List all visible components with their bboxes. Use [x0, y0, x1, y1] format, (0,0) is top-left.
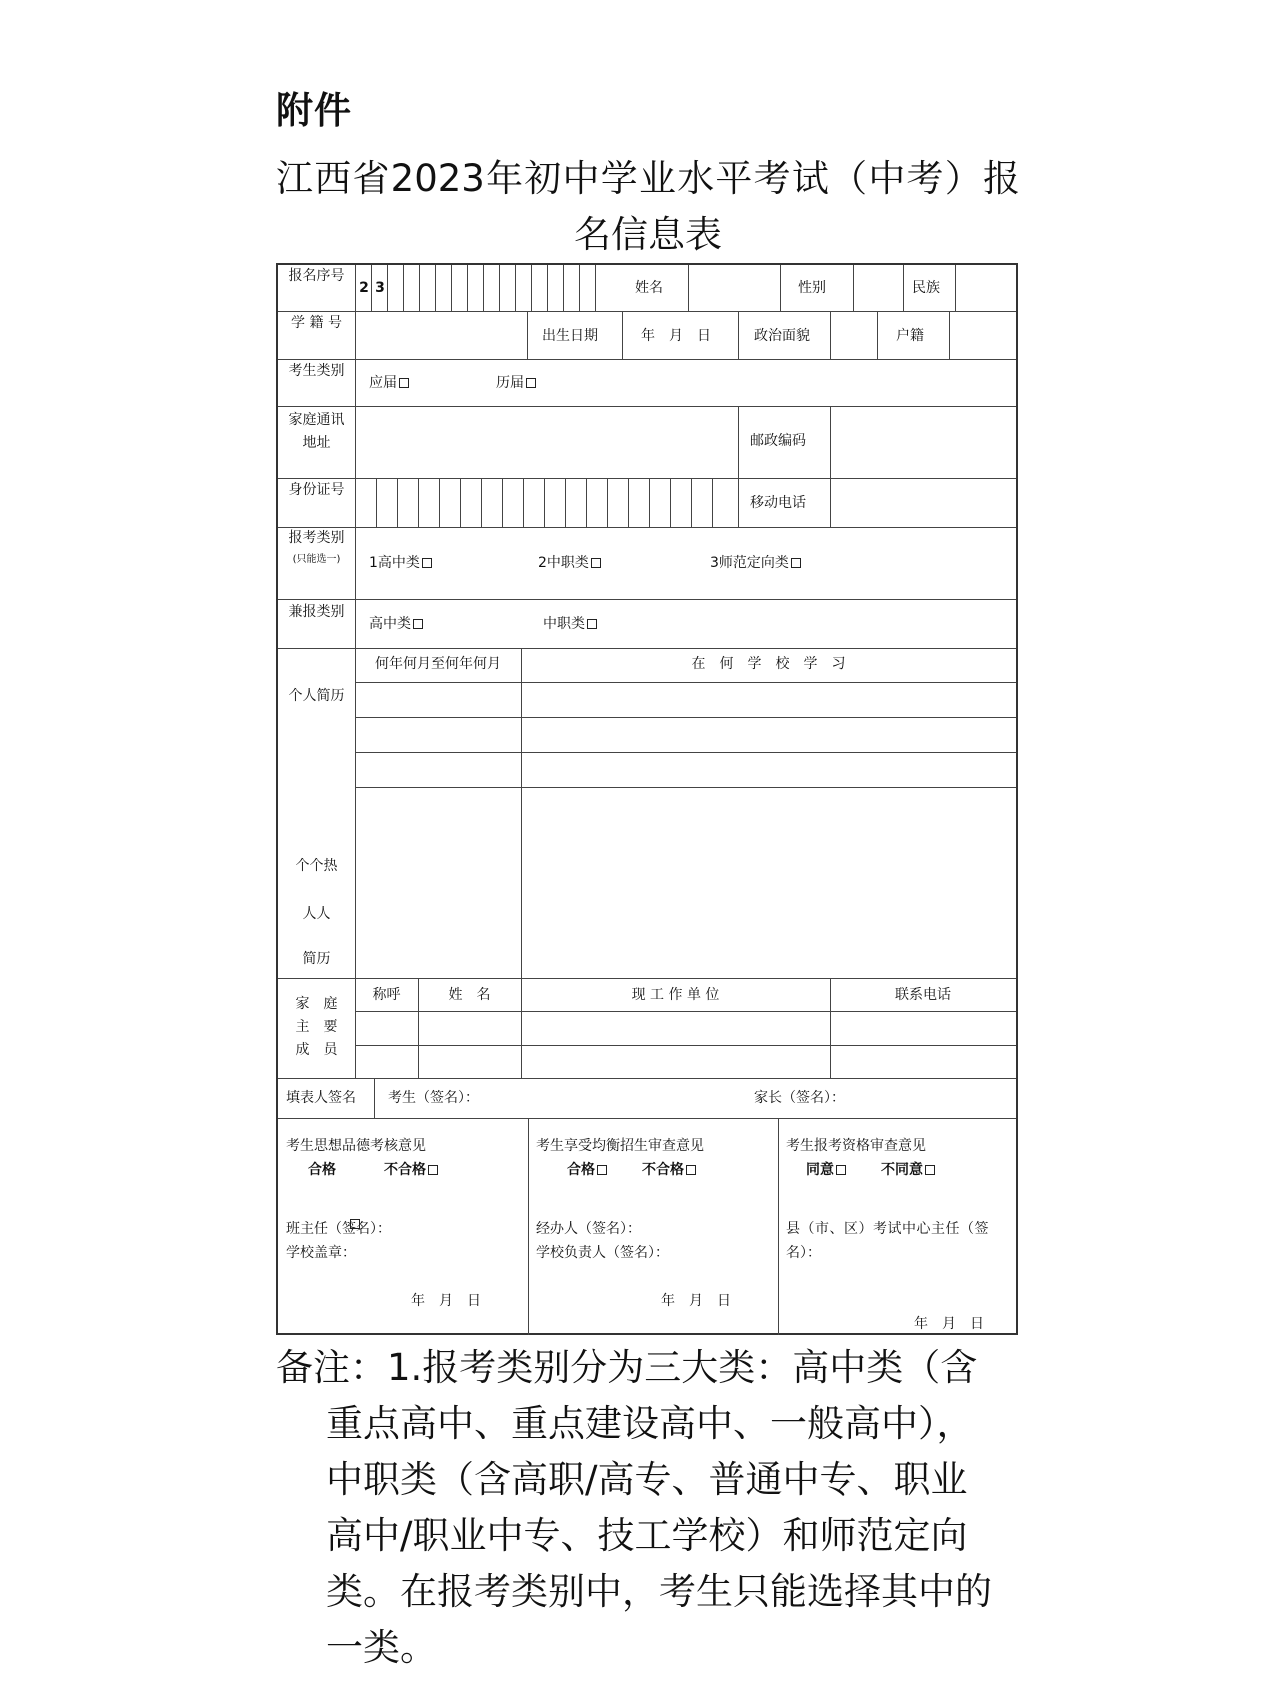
col-line — [595, 265, 596, 311]
address-label: 家庭通讯地址 — [288, 412, 345, 451]
row-line — [278, 311, 1016, 312]
form-title-line2: 名信息表 — [574, 213, 722, 256]
resume-col-period: 何年何月至何年何月 — [375, 656, 501, 672]
sign-col-line — [374, 1078, 375, 1118]
remarks-line: 备注：1.报考类别分为三大类：高中类（含 — [276, 1346, 978, 1389]
id-digit-cell — [565, 478, 566, 527]
option-past-grad[interactable] — [496, 375, 536, 391]
review-sign1: 县（市、区）考试中心主任（签 — [786, 1221, 989, 1237]
id-digit-cell — [586, 478, 587, 527]
id-label: 身份证号 — [288, 482, 345, 498]
family-label — [278, 993, 355, 1062]
student-signature: 考生（签名）： — [388, 1090, 479, 1106]
digit-cell — [483, 265, 484, 311]
review-opt-disagree[interactable] — [881, 1162, 935, 1178]
col-line — [738, 406, 739, 478]
option-concurrent-vocational[interactable] — [543, 616, 597, 632]
review-opt-pass[interactable] — [567, 1162, 607, 1178]
checkbox[interactable] — [350, 1219, 360, 1229]
option-label: 历届 — [496, 375, 524, 391]
option-concurrent-high[interactable] — [369, 616, 423, 632]
option-current-grad[interactable] — [369, 375, 409, 391]
review-col-line — [528, 1118, 529, 1335]
col-line — [738, 478, 739, 527]
checkbox[interactable] — [428, 1165, 438, 1175]
review-title: 考生报考资格审查意见 — [786, 1138, 926, 1154]
birth-date-placeholder: 年 月 日 — [641, 328, 711, 344]
id-digit-cell — [481, 478, 482, 527]
exam-type-label-block — [278, 527, 355, 571]
resume-col-line — [521, 648, 522, 978]
review-opt-fail[interactable] — [384, 1162, 438, 1178]
checkbox[interactable] — [836, 1165, 846, 1175]
digit-cell — [451, 265, 452, 311]
digit-cell — [419, 265, 420, 311]
row-line — [278, 359, 1016, 360]
reg-seq-label: 报名序号 — [288, 268, 345, 284]
row-line — [278, 406, 1016, 407]
remarks — [276, 1340, 1026, 1676]
row-line — [278, 978, 1016, 979]
digit-cell — [499, 265, 500, 311]
resume-line — [355, 752, 1016, 753]
review-col-line — [778, 1118, 779, 1335]
col-line — [780, 265, 781, 311]
id-digit-cell — [523, 478, 524, 527]
col-line — [830, 478, 831, 527]
review-opt-fail[interactable] — [642, 1162, 696, 1178]
id-digit-cell — [607, 478, 608, 527]
name-label: 姓名 — [635, 280, 663, 296]
option-label: 应届 — [369, 375, 397, 391]
reg-seq-digit: 2 — [359, 280, 369, 296]
family-col-title: 称呼 — [372, 987, 401, 1003]
family-line — [355, 1045, 1016, 1046]
row-line — [278, 478, 1016, 479]
remarks-line: 类。在报考类别中，考生只能选择其中的 — [326, 1570, 992, 1613]
signature-label: 填表人签名 — [286, 1090, 356, 1106]
family-col-phone: 联系电话 — [895, 987, 951, 1003]
review-date: 年 月 日 — [411, 1293, 481, 1309]
remarks-line: 一类。 — [326, 1626, 437, 1669]
review-date: 年 月 日 — [661, 1293, 731, 1309]
review-sign2: 学校负责人（签名）： — [536, 1245, 669, 1261]
id-digit-cell — [502, 478, 503, 527]
family-line — [355, 1011, 1016, 1012]
checkbox[interactable] — [587, 619, 597, 629]
row-line — [278, 1118, 1016, 1119]
checkbox[interactable] — [791, 558, 801, 568]
review-sign1: 班主任（签名）： — [286, 1221, 391, 1237]
form-title-line1: 江西省2023年初中学业水平考试（中考）报 — [276, 157, 1020, 200]
digit-cell — [563, 265, 564, 311]
id-digit-cell — [691, 478, 692, 527]
option-label: 不合格 — [642, 1162, 684, 1178]
student-no-label: 学 籍 号 — [291, 315, 342, 331]
review-opt-agree[interactable] — [806, 1162, 846, 1178]
option-vocational[interactable] — [538, 555, 601, 571]
option-label: 合格 — [567, 1162, 595, 1178]
checkbox[interactable] — [422, 558, 432, 568]
checkbox[interactable] — [686, 1165, 696, 1175]
checkbox[interactable] — [526, 378, 536, 388]
household-label: 户籍 — [896, 328, 924, 344]
col-line — [955, 265, 956, 311]
col-line — [853, 265, 854, 311]
resume-line — [355, 787, 1016, 788]
option-label: 2中职类 — [538, 555, 589, 571]
checkbox[interactable] — [925, 1165, 935, 1175]
review-sign1: 经办人（签名）： — [536, 1221, 641, 1237]
id-digit-cell — [544, 478, 545, 527]
id-digit-cell — [376, 478, 377, 527]
id-digit-cell — [418, 478, 419, 527]
digit-cell — [371, 265, 372, 311]
review-opt-pass[interactable] — [308, 1162, 336, 1178]
review-title: 考生享受均衡招生审查意见 — [536, 1138, 704, 1154]
resume-label2-line2: 人人 — [302, 906, 331, 922]
concurrent-label: 兼报类别 — [288, 604, 345, 620]
id-digit-cell — [397, 478, 398, 527]
checkbox[interactable] — [399, 378, 409, 388]
digit-cell — [579, 265, 580, 311]
remarks-line: 重点高中、重点建设高中、一般高中）， — [326, 1402, 974, 1445]
option-label: 3师范定向类 — [710, 555, 789, 571]
resume-label2-line3: 简历 — [302, 951, 331, 967]
col-line — [903, 265, 904, 311]
id-digit-cell — [712, 478, 713, 527]
reg-seq-digit: 3 — [375, 280, 385, 296]
row-line — [278, 1078, 1016, 1079]
attachment-label: 附件 — [276, 89, 352, 132]
gender-label: 性别 — [798, 280, 826, 296]
option-high-school[interactable] — [369, 555, 432, 571]
digit-cell — [547, 265, 548, 311]
digit-cell — [531, 265, 532, 311]
col-line — [688, 265, 689, 311]
review-title: 考生思想品德考核意见 — [286, 1138, 426, 1154]
id-digit-cell — [649, 478, 650, 527]
col-line — [738, 311, 739, 359]
exam-type-note: (只能选一) — [292, 554, 341, 565]
family-label-line: 主 要 — [295, 1019, 338, 1035]
resume-line — [355, 717, 1016, 718]
row-line — [278, 648, 1016, 649]
checkbox[interactable] — [413, 619, 423, 629]
option-label: 中职类 — [543, 616, 585, 632]
review-sign2: 名）： — [786, 1245, 821, 1261]
col-line — [527, 311, 528, 359]
ethnicity-label: 民族 — [912, 280, 940, 296]
family-label-line: 成 员 — [295, 1042, 338, 1058]
resume-line — [355, 682, 1016, 683]
id-digit-cell — [460, 478, 461, 527]
id-digit-cell — [439, 478, 440, 527]
checkbox[interactable] — [597, 1165, 607, 1175]
postcode-label: 邮政编码 — [750, 433, 806, 449]
col-line — [877, 311, 878, 359]
registration-form — [276, 263, 1018, 1335]
option-label: 1高中类 — [369, 555, 420, 571]
digit-cell — [403, 265, 404, 311]
row-line — [278, 599, 1016, 600]
digit-cell — [467, 265, 468, 311]
political-label: 政治面貌 — [754, 328, 810, 344]
col-line — [949, 311, 950, 359]
option-label: 高中类 — [369, 616, 411, 632]
birth-label: 出生日期 — [542, 328, 598, 344]
id-digit-cell — [628, 478, 629, 527]
col-line — [830, 406, 831, 478]
option-label: 不合格 — [384, 1162, 426, 1178]
resume-col-school: 在 何 学 校 学 习 — [691, 656, 846, 672]
id-digit-cell — [670, 478, 671, 527]
row-line — [278, 527, 1016, 528]
parent-signature: 家长（签名）： — [754, 1090, 845, 1106]
digit-cell — [387, 265, 388, 311]
resume-label: 个人简历 — [288, 688, 345, 704]
mobile-label: 移动电话 — [750, 495, 806, 511]
col-line — [622, 311, 623, 359]
exam-type-label: 报考类别 — [288, 530, 345, 546]
option-label: 同意 — [806, 1162, 834, 1178]
option-label: 合格 — [308, 1162, 336, 1178]
resume-label2-line1: 个个热 — [295, 858, 338, 874]
digit-cell — [435, 265, 436, 311]
option-normal-directed[interactable] — [710, 555, 801, 571]
digit-cell — [515, 265, 516, 311]
review-date: 年 月 日 — [914, 1316, 984, 1332]
review-sign2: 学校盖章： — [286, 1245, 356, 1261]
category-label: 考生类别 — [288, 363, 345, 379]
family-col-name: 姓 名 — [448, 987, 491, 1003]
remarks-line: 高中/职业中专、技工学校）和师范定向 — [326, 1514, 968, 1557]
remarks-line: 中职类（含高职/高专、普通中专、职业 — [326, 1458, 968, 1501]
option-label: 不同意 — [881, 1162, 923, 1178]
checkbox[interactable] — [591, 558, 601, 568]
family-label-line: 家 庭 — [295, 996, 338, 1012]
col-line — [830, 311, 831, 359]
family-col-work: 现 工 作 单 位 — [631, 987, 720, 1003]
